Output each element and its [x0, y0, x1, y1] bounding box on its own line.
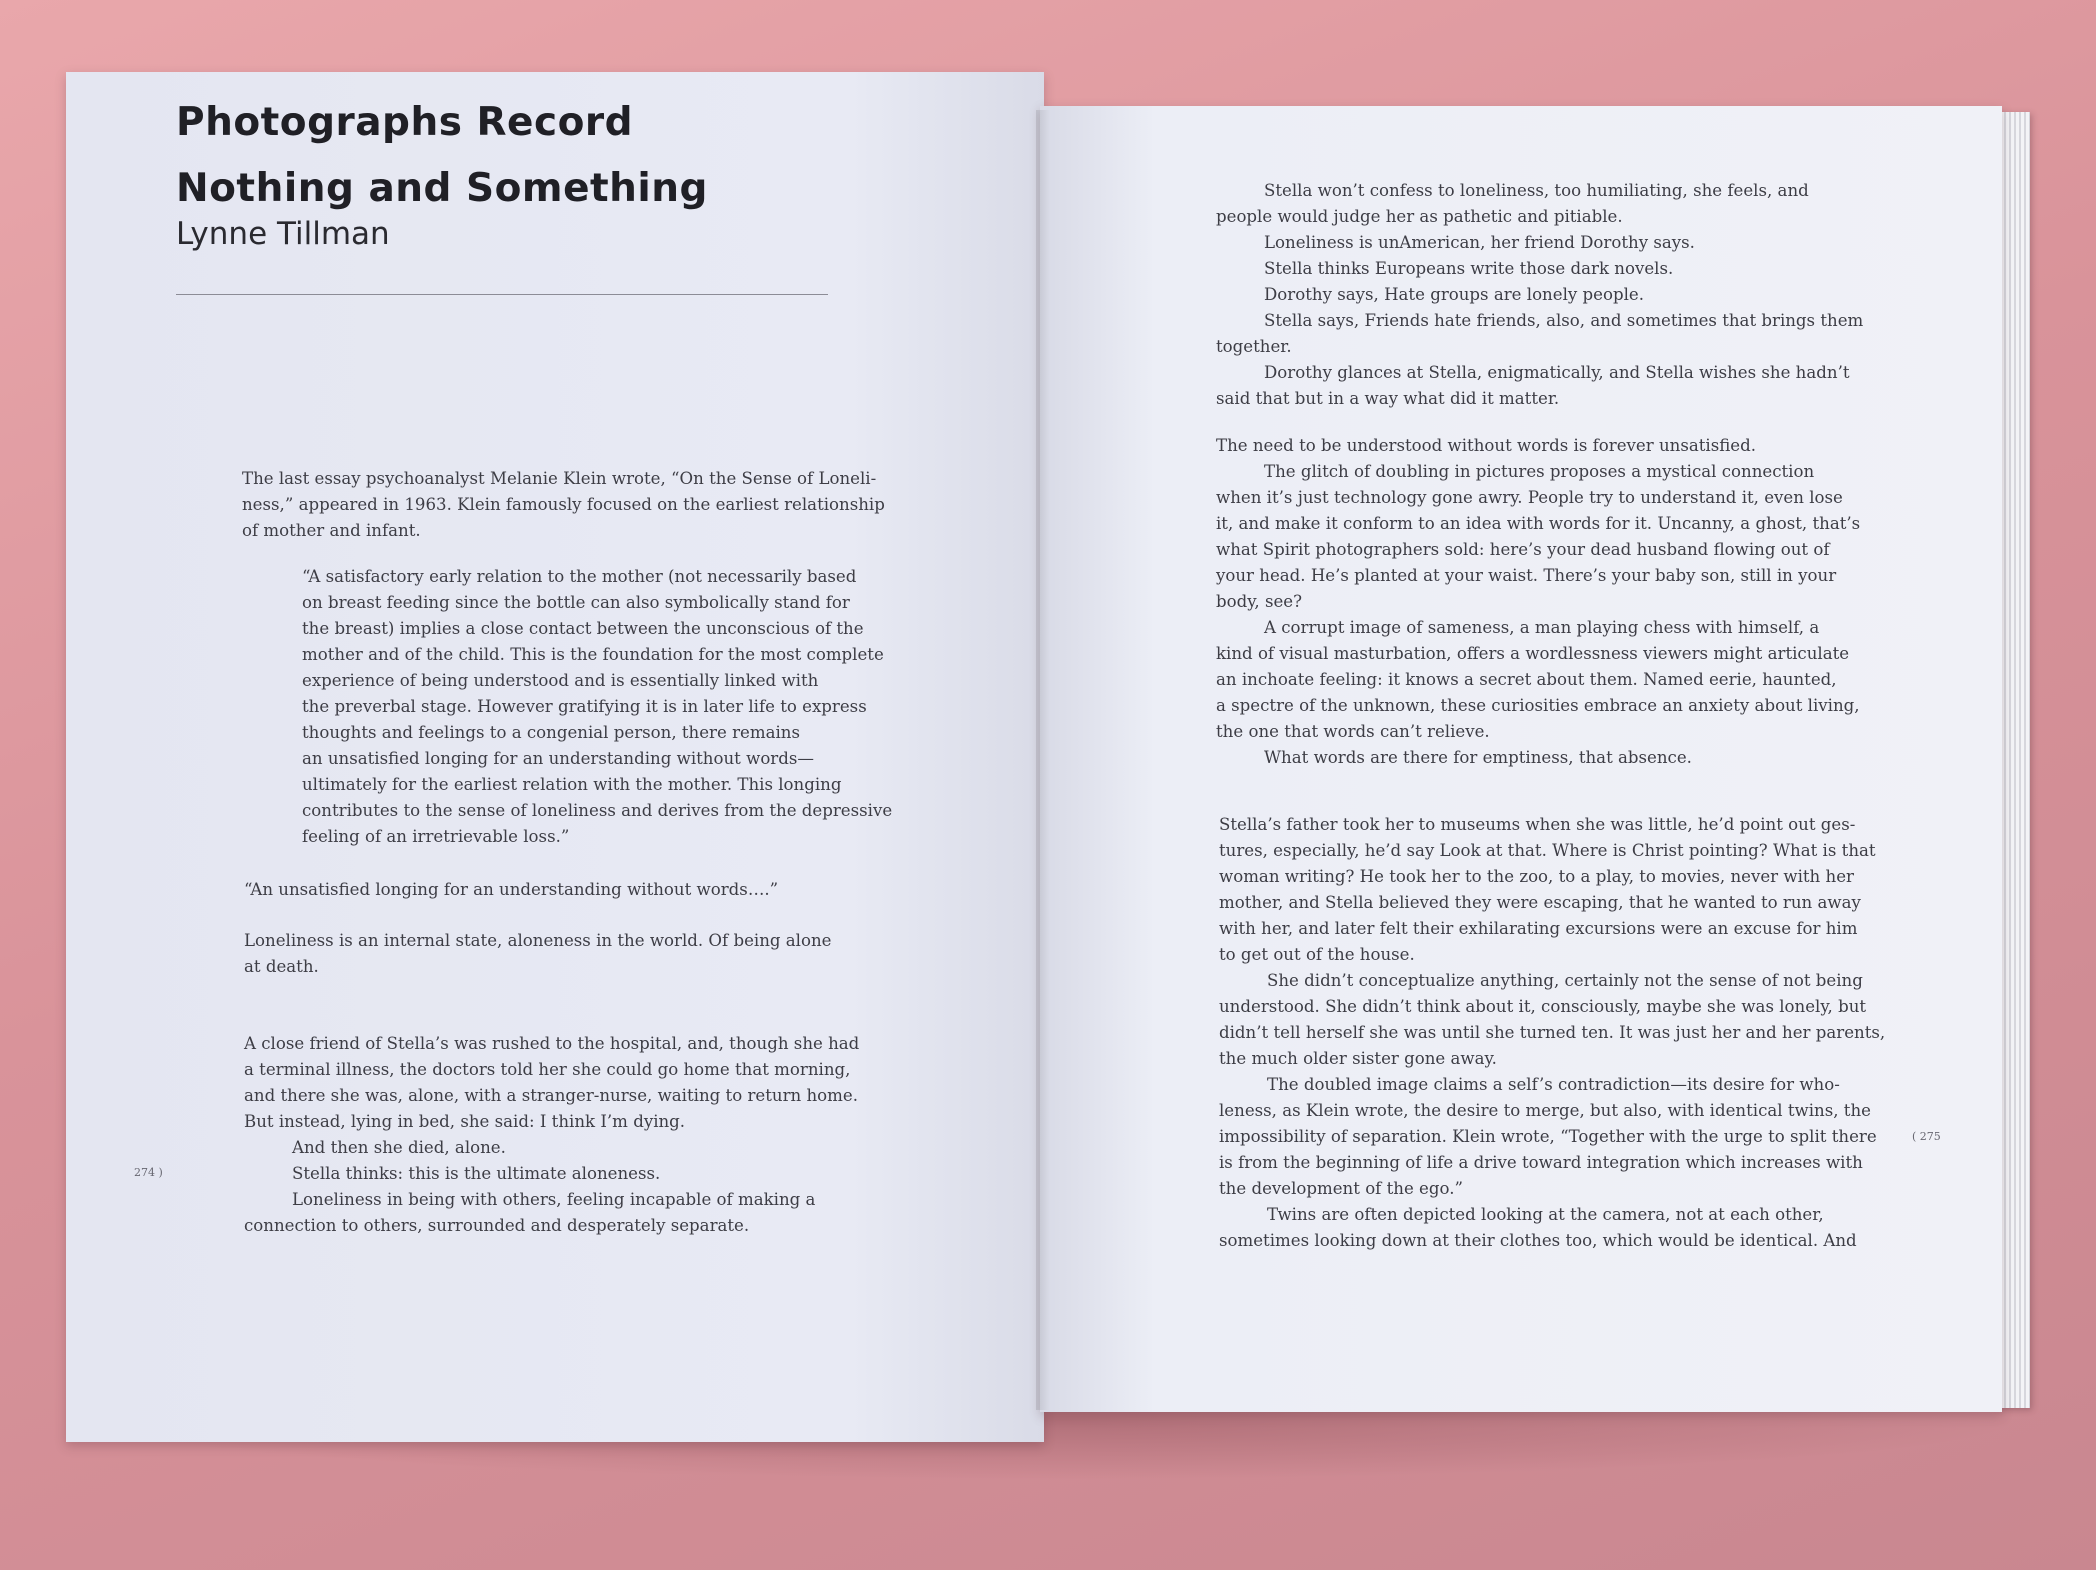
text-line: experience of being understood and is essentially linked with — [302, 671, 819, 690]
text-line: Stella’s father took her to museums when she was little, he’d point out ges- — [1219, 815, 1856, 834]
text-line: is from the beginning of life a drive toward integration which increases with — [1219, 1153, 1863, 1172]
text-line: Stella thinks: this is the ultimate aloneness. — [292, 1164, 661, 1183]
friend-paragraph — [244, 1031, 859, 1239]
text-line: understood. She didn’t think about it, consciously, maybe she was lonely, but — [1219, 997, 1867, 1016]
text-line: connection to others, surrounded and desperately separate. — [244, 1216, 750, 1235]
text-line: when it’s just technology gone awry. People try to understand it, even lose — [1216, 488, 1843, 507]
text-line: “A satisfactory early relation to the mother (not necessarily based — [302, 567, 857, 586]
text-line: your head. He’s planted at your waist. There’s your baby son, still in your — [1216, 566, 1837, 585]
text-line: feeling of an irretrievable loss.” — [302, 827, 570, 846]
text-line: mother, and Stella believed they were escaping, that he wanted to run away — [1219, 893, 1861, 912]
text-line: at death. — [244, 957, 319, 976]
text-line: ness,” appeared in 1963. Klein famously focused on the earliest relationship — [242, 495, 885, 514]
text-line: Dorothy glances at Stella, enigmatically, and Stella wishes she hadn’t — [1264, 363, 1850, 382]
text-line: The doubled image claims a self’s contradiction—its desire for who- — [1267, 1075, 1840, 1094]
text-line: A corrupt image of sameness, a man playing chess with himself, a — [1264, 618, 1820, 637]
text-line: The last essay psychoanalyst Melanie Klein wrote, “On the Sense of Loneli- — [242, 469, 877, 488]
text-line: an unsatisfied longing for an understanding without words— — [302, 749, 814, 768]
text-line: an inchoate feeling: it knows a secret about them. Named eerie, haunted, — [1216, 670, 1837, 689]
quote-echo — [244, 877, 778, 903]
right-block-3 — [1219, 812, 1885, 1254]
text-line: leness, as Klein wrote, the desire to merge, but also, with identical twins, the — [1219, 1101, 1871, 1120]
text-line: a terminal illness, the doctors told her she could go home that morning, — [244, 1060, 851, 1079]
title-line: Nothing and Something — [176, 166, 708, 211]
text-line: and there she was, alone, with a stranger-nurse, waiting to return home. — [244, 1086, 858, 1105]
text-line: with her, and later felt their exhilarating excursions were an excuse for him — [1219, 919, 1858, 938]
text-line: the breast) implies a close contact between the unconscious of the — [302, 619, 864, 638]
text-line: Loneliness is unAmerican, her friend Dorothy says. — [1264, 233, 1695, 252]
text-line: it, and make it conform to an idea with words for it. Uncanny, a ghost, that’s — [1216, 514, 1861, 533]
text-line: impossibility of separation. Klein wrote, “Together with the urge to split there — [1219, 1127, 1877, 1146]
block-quote — [302, 564, 892, 850]
text-line: kind of visual masturbation, offers a wordlessness viewers might articulate — [1216, 644, 1850, 663]
text-line: The glitch of doubling in pictures proposes a mystical connection — [1264, 462, 1815, 481]
text-line: of mother and infant. — [242, 521, 421, 540]
intro-paragraph — [242, 466, 885, 544]
page-number-right: ( 275 — [1912, 1130, 1941, 1143]
text-line: sometimes looking down at their clothes too, which would be identical. And — [1219, 1231, 1857, 1250]
text-line: Stella says, Friends hate friends, also, and sometimes that brings them — [1264, 311, 1864, 330]
text-line: The need to be understood without words is forever unsatisfied. — [1216, 436, 1757, 455]
book-gutter — [1036, 110, 1050, 1410]
text-line: Twins are often depicted looking at the camera, not at each other, — [1267, 1205, 1824, 1224]
text-line: Dorothy says, Hate groups are lonely people. — [1264, 285, 1644, 304]
text-line: said that but in a way what did it matter. — [1216, 389, 1560, 408]
page-number-left: 274 ) — [134, 1166, 163, 1179]
text-line: “An unsatisfied longing for an understanding without words….” — [244, 880, 779, 899]
text-line: woman writing? He took her to the zoo, to a play, to movies, never with her — [1219, 867, 1854, 886]
right-block-2 — [1216, 433, 1860, 771]
text-line: together. — [1216, 337, 1292, 356]
text-line: Stella thinks Europeans write those dark novels. — [1264, 259, 1674, 278]
text-line: ultimately for the earliest relation with the mother. This longing — [302, 775, 842, 794]
text-line: to get out of the house. — [1219, 945, 1415, 964]
text-line: a spectre of the unknown, these curiosities embrace an anxiety about living, — [1216, 696, 1860, 715]
text-line: mother and of the child. This is the foundation for the most complete — [302, 645, 884, 664]
text-line: what Spirit photographers sold: here’s your dead husband flowing out of — [1216, 540, 1830, 559]
text-line: on breast feeding since the bottle can also symbolically stand for — [302, 593, 850, 612]
text-line: thoughts and feelings to a congenial person, there remains — [302, 723, 800, 742]
text-line: tures, especially, he’d say Look at that. Where is Christ pointing? What is that — [1219, 841, 1876, 860]
right-block-1 — [1216, 178, 1863, 412]
text-line: the development of the ego.” — [1219, 1179, 1463, 1198]
text-line: the preverbal stage. However gratifying it is in later life to express — [302, 697, 867, 716]
author-name: Lynne Tillman — [176, 216, 390, 252]
title-divider — [176, 294, 828, 295]
text-line: What words are there for emptiness, that absence. — [1264, 748, 1692, 767]
text-line: the much older sister gone away. — [1219, 1049, 1497, 1068]
text-line: Loneliness in being with others, feeling incapable of making a — [292, 1190, 816, 1209]
text-line: body, see? — [1216, 592, 1303, 611]
text-line: contributes to the sense of loneliness and derives from the depressive — [302, 801, 893, 820]
text-line: Stella won’t confess to loneliness, too humiliating, she feels, and — [1264, 181, 1809, 200]
text-line: And then she died, alone. — [292, 1138, 506, 1157]
text-line: But instead, lying in bed, she said: I think I’m dying. — [244, 1112, 686, 1131]
text-line: A close friend of Stella’s was rushed to the hospital, and, though she had — [244, 1034, 860, 1053]
text-line: Loneliness is an internal state, aloneness in the world. Of being alone — [244, 931, 832, 950]
essay-title — [176, 90, 708, 222]
title-line: Photographs Record — [176, 100, 634, 145]
text-line: the one that words can’t relieve. — [1216, 722, 1490, 741]
loneliness-paragraph — [244, 928, 831, 980]
text-line: didn’t tell herself she was until she turned ten. It was just her and her parents, — [1219, 1023, 1886, 1042]
text-line: people would judge her as pathetic and pitiable. — [1216, 207, 1623, 226]
text-line: She didn’t conceptualize anything, certainly not the sense of not being — [1267, 971, 1863, 990]
